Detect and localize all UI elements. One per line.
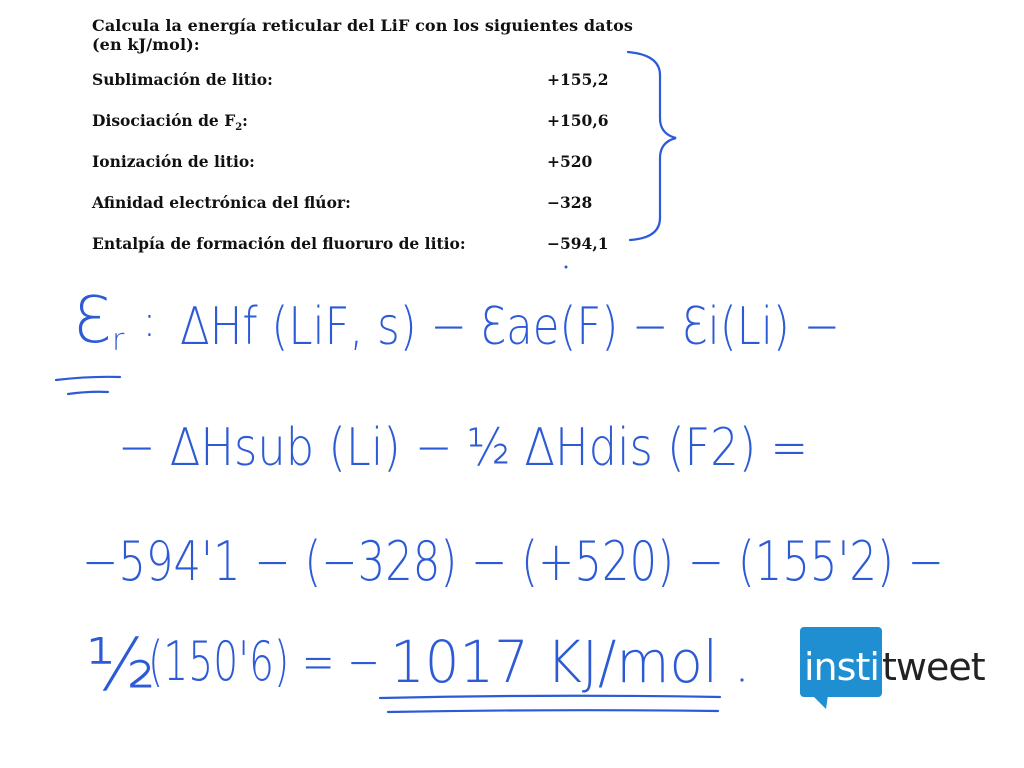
- row-value: −594,1: [547, 234, 609, 253]
- equation-line-1: ΔHf (LiF, s) − Ɛae(F) − Ɛi(Li) −: [180, 297, 840, 357]
- row-label: Sublimación de litio:: [92, 70, 273, 89]
- result-underline: [388, 710, 718, 712]
- curly-brace: [628, 52, 676, 240]
- row-value: −328: [547, 193, 593, 212]
- double-underline: [56, 377, 120, 380]
- final-result: 1017 KJ/mol: [390, 628, 718, 696]
- problem-title: Calcula la energía reticular del LiF con los siguientes datos (en kJ/mol):: [92, 16, 633, 54]
- equation-colon: :: [142, 296, 157, 347]
- ink-dot: [565, 266, 568, 269]
- row-value: +155,2: [547, 70, 609, 89]
- row-value: +150,6: [547, 111, 609, 130]
- logo-text-insti: insti: [804, 645, 879, 689]
- ink-dot: [740, 678, 743, 681]
- row-label-subscript: 2: [235, 122, 243, 134]
- logo-text-tweet: tweet: [882, 645, 985, 689]
- institweet-logo: [800, 625, 1015, 705]
- row-label: Ionización de litio:: [92, 152, 255, 171]
- row-label-colon: :: [242, 111, 248, 130]
- row-label-text: Disociación de F: [92, 111, 236, 130]
- result-underline: [380, 696, 720, 698]
- half-fraction: ½: [86, 623, 156, 707]
- equation-line-3: −594'1 − (−328) − (+520) − (155'2) −: [82, 530, 944, 593]
- row-label: Afinidad electrónica del flúor:: [92, 193, 351, 212]
- lattice-energy-subscript: r: [112, 323, 125, 358]
- lattice-energy-symbol: Ɛ: [74, 284, 112, 358]
- double-underline: [68, 392, 108, 394]
- equation-line-2: − ΔHsub (Li) − ½ ΔHdis (F2) =: [118, 418, 808, 478]
- row-label: Entalpía de formación del fluoruro de litio:: [92, 234, 466, 253]
- equation-line-4: (150'6) = −: [148, 630, 380, 693]
- row-value: +520: [547, 152, 593, 171]
